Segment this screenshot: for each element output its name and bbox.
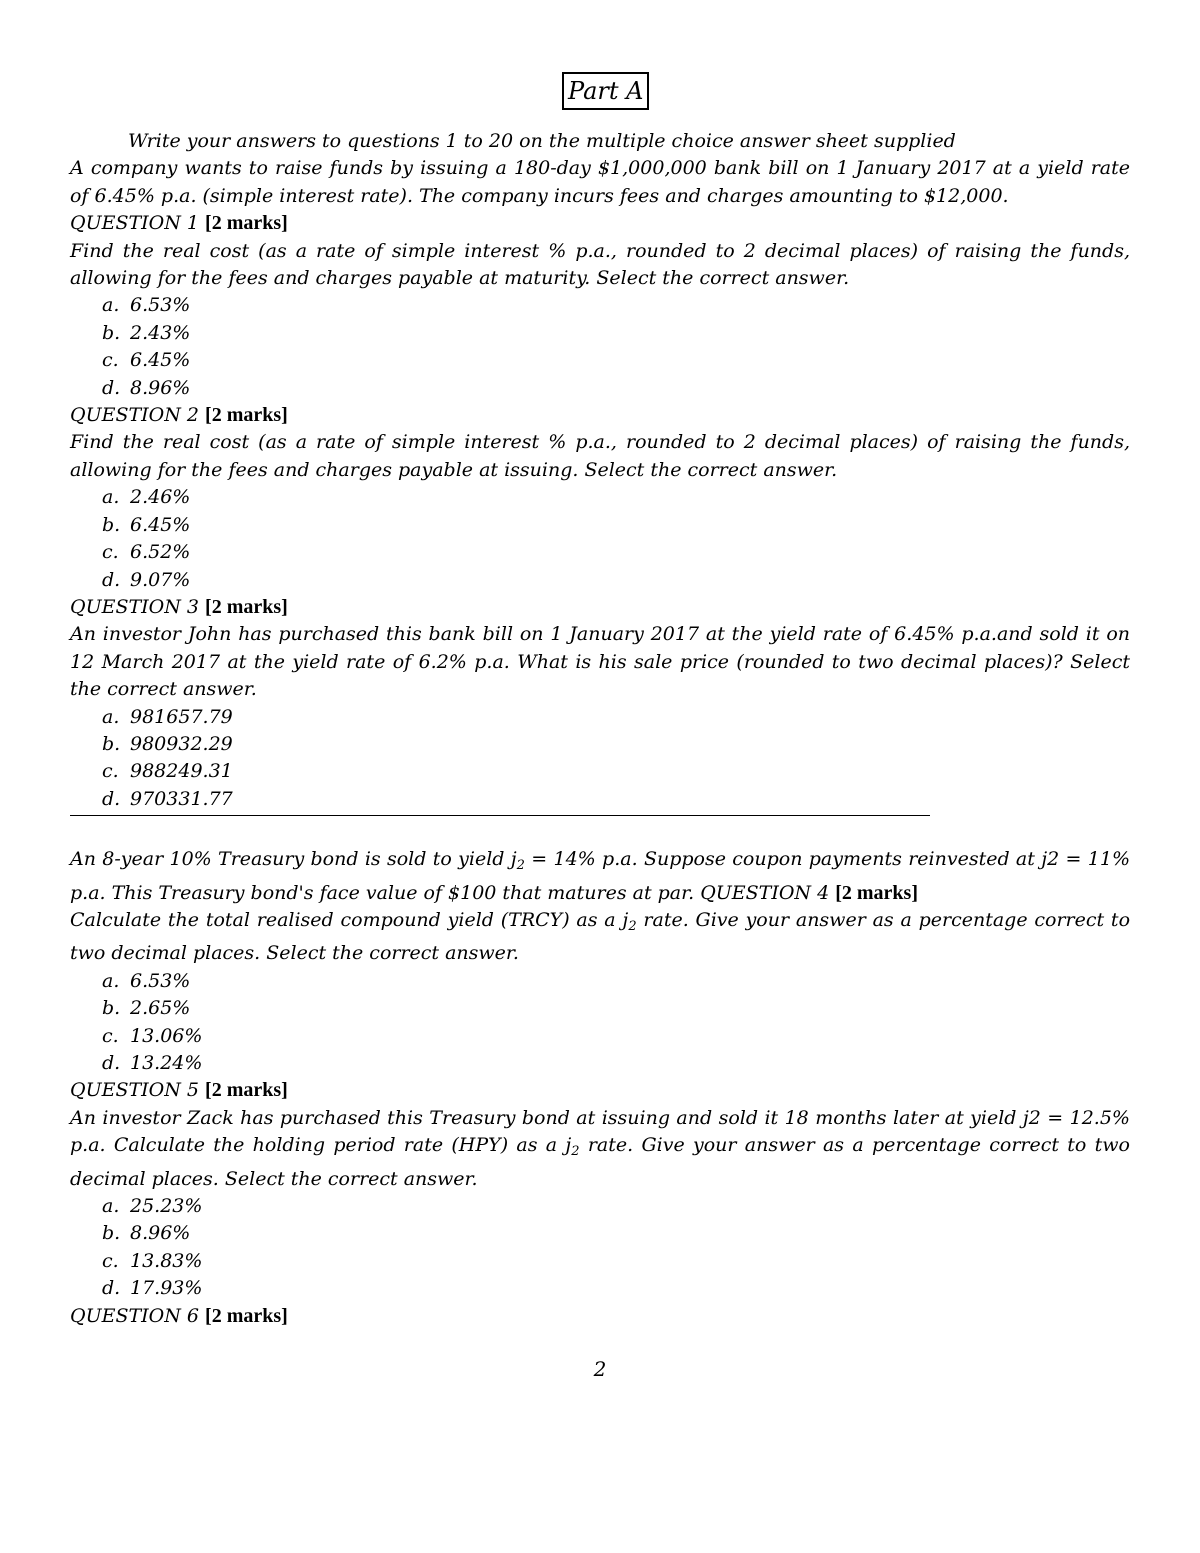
option-b: b. 6.45% (102, 513, 191, 536)
section-divider (70, 815, 930, 816)
question-1-options (70, 292, 1130, 402)
option-d: d. 970331.77 (102, 787, 233, 810)
option-d: d. 9.07% (102, 568, 191, 591)
question-number: QUESTION 3 (70, 595, 199, 618)
option-c: c. 6.45% (102, 349, 191, 372)
question-3-options (70, 704, 1130, 814)
option-c: c. 13.83% (102, 1249, 203, 1272)
option-d: d. 13.24% (102, 1052, 203, 1074)
option-c: c. 6.52% (102, 541, 191, 564)
option-d: d. 17.93% (102, 1277, 203, 1300)
option-d: d. 8.96% (102, 376, 191, 399)
instruction-text: Write your answers to questions 1 to 20 on the multiple choice answer sheet supplied (128, 130, 956, 152)
question-5-text: An investor Zack has purchased this Treasury bond at issuing and sold it 18 months later at yield j2 = 12.5% p.a. Calculate the holding period rate (HPY) as a $j_2$ rate. Give your answer as a percentage correct to two decimal places. Select the correct answer. (70, 1106, 1130, 1190)
page-number: 2 (593, 1357, 607, 1381)
option-b: b. 2.43% (102, 321, 191, 344)
marks-label: [2 marks] (835, 881, 918, 904)
option-c: c. 13.06% (102, 1024, 203, 1047)
question-2-text: Find the real cost (as a rate of simple interest % p.a., rounded to 2 decimal places) of raising the funds, allowing for the fees and charges payable at issuing. Select the correct answer. (70, 431, 1130, 481)
question-number: QUESTION 6 (70, 1304, 199, 1327)
scenario-treasury-bond: An 8-year 10% Treasury bond is sold to yield $j_2 = 14\%$ p.a. Suppose coupon payments reinvested at j2 = 11% p.a. This Treasury bond's face value of $100 that matures at par. QUESTION 4 [2 marks] (70, 848, 1130, 904)
question-number: QUESTION 1 (70, 212, 199, 235)
question-5-options (70, 1193, 1130, 1303)
option-a: a. 6.53% (102, 969, 191, 992)
option-a: a. 6.53% (102, 294, 191, 317)
scenario-bank-bill: A company wants to raise funds by issuing a 180-day $1,000,000 bank bill on 1 January 2017 at a yield rate of 6.45% p.a. (simple interest rate). The company incurs fees and charges amounting to $12,000. (70, 157, 1130, 207)
marks-label: [2 marks] (205, 1304, 288, 1327)
marks-label: [2 marks] (205, 595, 288, 618)
option-b: b. 980932.29 (102, 732, 233, 755)
question-4-text: Calculate the total realised compound yield (TRCY) as a $j_2$ rate. Give your answer as a percentage correct to two decimal places. Select the correct answer. (70, 908, 1131, 965)
option-a: a. 25.23% (102, 1195, 203, 1218)
option-c: c. 988249.31 (102, 760, 233, 783)
option-a: a. 2.46% (102, 486, 191, 509)
question-3-text: An investor John has purchased this bank bill on 1 January 2017 at the yield rate of 6.45% p.a.and sold it on 12 March 2017 at the yield rate of 6.2% p.a. What is his sale price (rounded to two decimal places)? Select the correct answer. (70, 623, 1130, 701)
marks-label: [2 marks] (205, 1079, 288, 1102)
question-4-options (70, 968, 1130, 1078)
question-number: QUESTION 4 (700, 881, 830, 904)
question-6-heading (70, 1303, 1130, 1330)
page-content (70, 128, 1130, 1330)
question-number: QUESTION 5 (70, 1079, 199, 1102)
marks-label: [2 marks] (205, 404, 288, 427)
question-2-heading (70, 402, 1130, 429)
option-a: a. 981657.79 (102, 705, 233, 728)
question-number: QUESTION 2 (70, 404, 199, 427)
question-2-options (70, 484, 1130, 594)
page-title: Part A (562, 72, 649, 110)
marks-label: [2 marks] (205, 212, 288, 235)
option-b: b. 8.96% (102, 1222, 191, 1245)
question-3-heading (70, 594, 1130, 621)
question-5-heading (70, 1077, 1130, 1104)
question-1-heading (70, 210, 1130, 237)
question-1-text: Find the real cost (as a rate of simple interest % p.a., rounded to 2 decimal places) of raising the funds, allowing for the fees and charges payable at maturity. Select the correct answer. (70, 239, 1130, 290)
option-b: b. 2.65% (102, 997, 191, 1020)
